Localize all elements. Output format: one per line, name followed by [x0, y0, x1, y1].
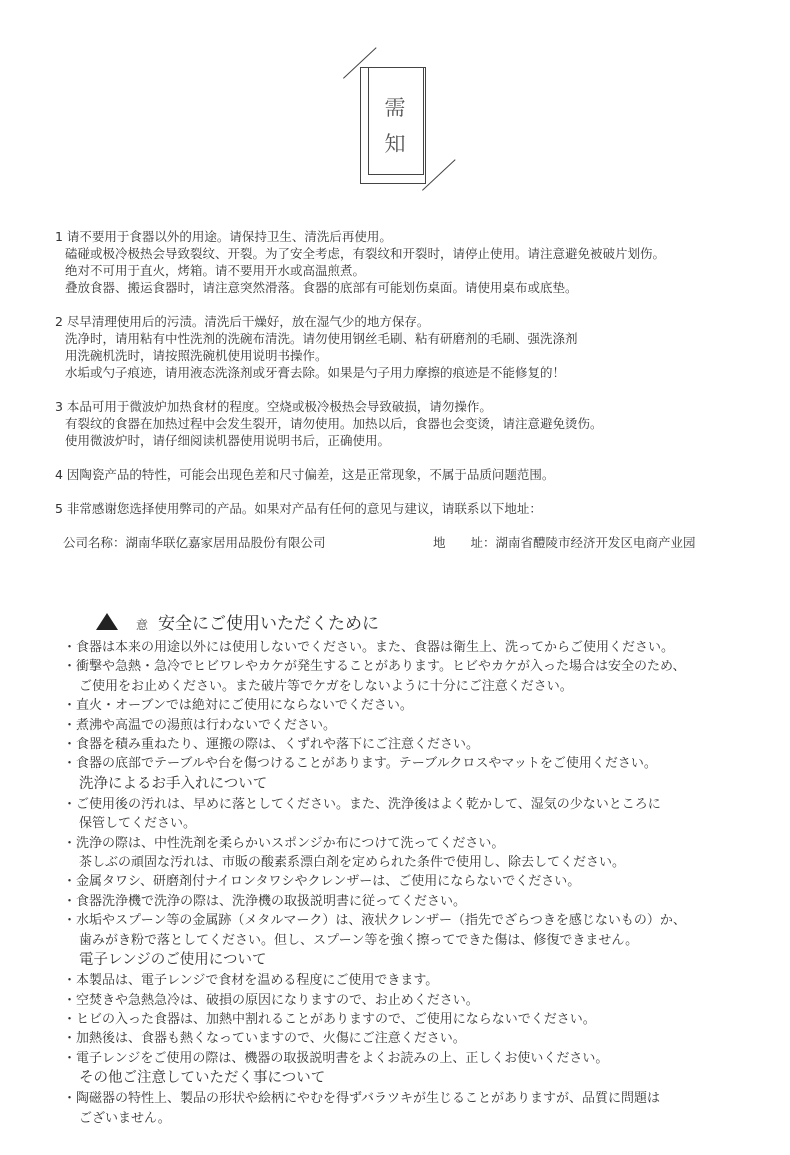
- company-name: [63, 533, 326, 551]
- company-address-value: 湖南省醴陵市经济开发区电商产业园: [495, 535, 696, 550]
- title-graphic: [340, 40, 460, 195]
- notice-line: 磕碰或极冷极热会导致裂纹、开裂。为了安全考虑，有裂纹和开裂时，请停止使用。请注意避免被破片划伤。: [65, 246, 666, 261]
- notice-section-3: [55, 398, 775, 449]
- company-address: [433, 533, 696, 551]
- jp-subheading: 電子レンジのご使用について: [79, 952, 267, 969]
- japanese-notice: [63, 638, 778, 1128]
- notice-section-2: [55, 313, 775, 381]
- jp-line: ・食器を積み重ねたり、運搬の際は、くずれや落下にご注意ください。: [63, 737, 480, 753]
- notice-section-5: [55, 500, 775, 517]
- chinese-notice: [55, 228, 775, 534]
- notice-section-1: [55, 228, 775, 296]
- company-name-label: 公司名称：: [63, 535, 126, 550]
- jp-line: ・金属タワシ、研磨剤付ナイロンタワシやクレンザーは、ご使用にならないでください。: [63, 874, 581, 890]
- jp-subheading: 洗浄によるお手入れについて: [79, 775, 268, 792]
- jp-line: ・直火・オーブンでは絶対にご使用にならないでください。: [63, 698, 413, 714]
- decorative-line: [422, 159, 456, 190]
- notice-line: 洗净时，请用粘有中性洗剂的洗碗布清洗。请勿使用钢丝毛刷、粘有研磨剂的毛刷、强洗涤剂: [65, 331, 578, 346]
- notice-line: 2 尽早清理使用后的污渍。清洗后干燥好，放在湿气少的地方保存。: [55, 314, 430, 329]
- jp-line: ・衝撃や急熱・急冷でヒビワレやカケが発生することがあります。ヒビやカケが入った場合は安全のため、: [63, 659, 686, 675]
- jp-line: ご使用をお止めください。また破片等でケガをしないように十分にご注意ください。: [79, 678, 573, 694]
- jp-line: 保管してください。: [79, 816, 197, 832]
- notice-line: 绝对不可用于直火，烤箱。请不要用开水或高温煎煮。: [65, 263, 366, 278]
- jp-line: ・陶磁器の特性上、製品の形状や絵柄にやむを得ずバラツキが生じることがありますが、品質に問題は: [63, 1091, 660, 1107]
- jp-line: ・ご使用後の汚れは、早めに落としてください。また、洗浄後はよく乾かして、湿気の少ないところに: [63, 796, 661, 812]
- company-name-value: 湖南华联亿嘉家居用品股份有限公司: [125, 535, 326, 550]
- jp-line: ・電子レンジをご使用の際は、機器の取扱説明書をよくお読みの上、正しくお使いください。: [63, 1050, 609, 1066]
- notice-line: 1 请不要用于食器以外的用途。请保持卫生、清洗后再使用。: [55, 229, 392, 244]
- jp-line: ・水垢やスプーン等の金属跡（メタルマーク）は、液状クレンザー（指先でざらつきを感じないもの）か、: [63, 913, 686, 929]
- notice-line: 3 本品可用于微波炉加热食材的程度。空烧或极冷极热会导致破损，请勿操作。: [55, 399, 492, 414]
- notice-line: 5 非常感谢您选择使用弊司的产品。如果对产品有任何的意见与建议，请联系以下地址：: [55, 501, 542, 516]
- notice-line: 水垢或勺子痕迹，请用液态洗涤剂或牙膏去除。如果是勺子用力摩擦的痕迹是不能修复的！: [65, 365, 566, 380]
- jp-heading: [96, 609, 379, 634]
- notice-line: 有裂纹的食器在加热过程中会发生裂开，请勿使用。加热以后，食器也会变烫，请注意避免烫伤。: [65, 416, 603, 431]
- jp-line: ・食器の底部でテーブルや台を傷つけることがあります。テーブルクロスやマットをご使用ください。: [63, 756, 657, 772]
- jp-line: ・ヒビの入った食器は、加熱中割れることがありますので、ご使用にならないでください。: [63, 1011, 596, 1027]
- jp-line: 茶しぶの頑固な汚れは、市販の酸素系漂白剤を定められた条件で使用し、除去してください。: [79, 855, 626, 871]
- title-char-2: 知: [384, 132, 406, 156]
- jp-line: 歯みがき粉で落としてください。但し、スプーン等を強く擦ってできた傷は、修復できません。: [79, 932, 639, 948]
- jp-subheading: その他ご注意していただく事について: [79, 1070, 326, 1087]
- jp-heading-mark: 意: [136, 618, 149, 632]
- title-char-1: 需: [384, 96, 406, 120]
- notice-line: 使用微波炉时，请仔细阅读机器使用说明书后，正确使用。: [65, 433, 391, 448]
- company-address-label: 地 址：: [433, 535, 496, 550]
- jp-line: ・本製品は、電子レンジで食材を温める程度にご使用できます。: [63, 973, 439, 989]
- notice-section-4: [55, 466, 775, 483]
- jp-line: ・食器は本来の用途以外には使用しないでください。また、食器は衛生上、洗ってからご使用ください。: [63, 640, 675, 655]
- warning-triangle-icon: [96, 613, 118, 630]
- jp-line: ・食器洗浄機で洗浄の際は、洗浄機の取扱説明書に従ってください。: [63, 893, 467, 909]
- jp-heading-title: 安全にご使用いただくために: [158, 614, 380, 634]
- jp-line: ・加熱後は、食器も熱くなっていますので、火傷にご注意ください。: [63, 1031, 466, 1047]
- notice-line: 4 因陶瓷产品的特性，可能会出现色差和尺寸偏差，这是正常现象，不属于品质问题范围。: [55, 467, 555, 482]
- jp-line: ございません。: [79, 1110, 171, 1126]
- notice-line: 叠放食器、搬运食器时，请注意突然滑落。食器的底部有可能划伤桌面。请使用桌布或底垫。: [65, 280, 578, 295]
- jp-line: ・空焚きや急熱急冷は、破損の原因になりますので、お止めください。: [63, 992, 479, 1008]
- jp-line: ・煮沸や高温での湯煎は行わないでください。: [63, 717, 337, 733]
- jp-line: ・洗浄の際は、中性洗剤を柔らかいスポンジか布につけて洗ってください。: [63, 835, 505, 851]
- notice-line: 用洗碗机洗时，请按照洗碗机使用说明书操作。: [65, 348, 328, 363]
